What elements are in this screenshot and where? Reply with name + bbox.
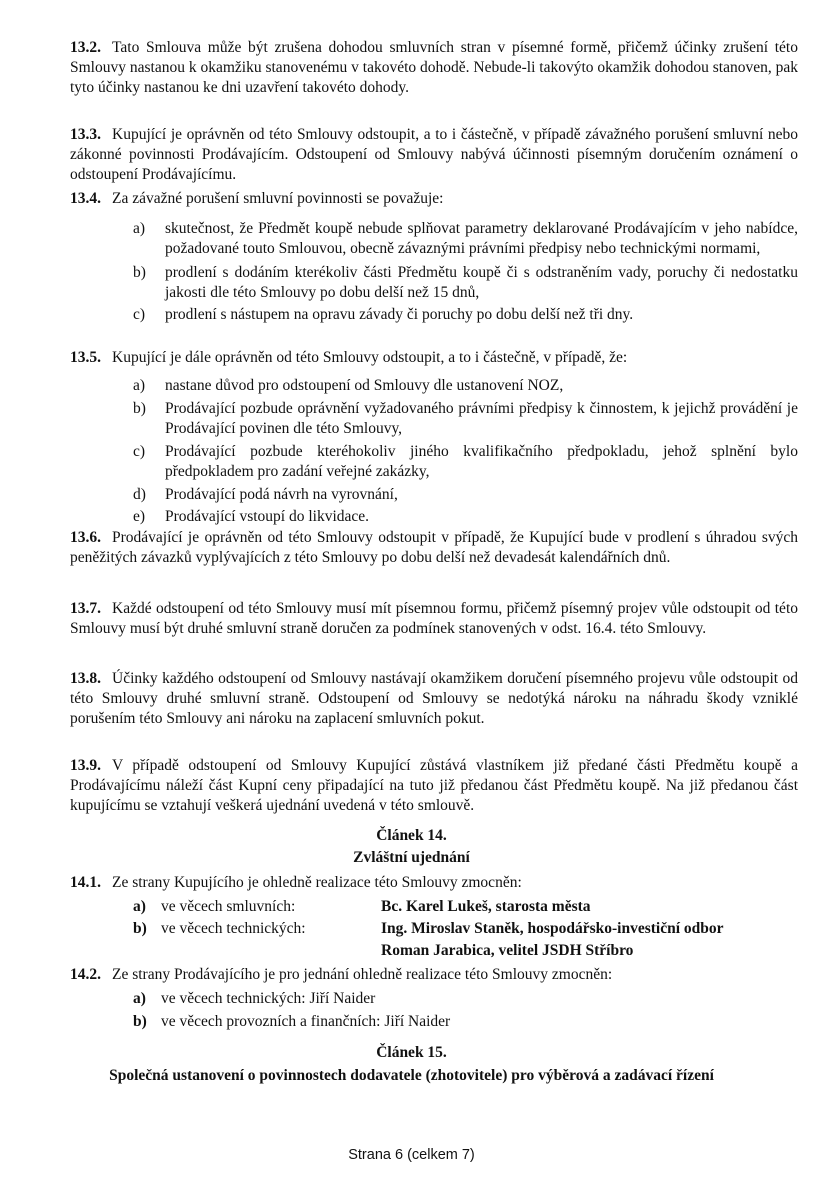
clause-number: 13.4. [70,190,101,207]
auth-person: Ing. Miroslav Staněk, hospodářsko-investiční odbor [381,920,724,937]
list-item-label: c) [133,306,146,323]
clause-text [70,125,798,185]
auth-area: ve věcech provozních a finančních: Jiří Naider [161,1013,451,1030]
article-14-title: Článek 14. [376,827,447,844]
list-item-label: a) [133,220,146,237]
clause-body: Účinky každého odstoupení od Smlouvy nastávají okamžikem doručení písemného projevu vůle odstoupit od této Smlouvy druhé smluvní straně. Odstoupení od Smlouvy se nedotýká nároku na náhradu škody vzniklé porušením této Smlouvy ani nároku na zaplacení smluvních pokut. [70,670,798,727]
clause-13-4 [70,189,798,209]
clause-number: 13.6. [70,529,101,546]
list-item-label: b) [133,400,146,417]
clause-body: Prodávající je oprávněn od této Smlouvy odstoupit v případě, že Kupující bude v prodlení s úhradou svých peněžitých závazků vyplývajících z této Smlouvy po dobu delší než devadesát kalendářních dnů. [70,529,798,566]
list-item-label: b) [133,264,146,281]
list-item [133,305,798,325]
clause-body: Kupující je dále oprávněn od této Smlouvy odstoupit, a to i částečně, v případě, že: [112,349,628,366]
page-footer: Strana 6 (celkem 7) [348,1147,475,1163]
clause-number: 13.9. [70,757,101,774]
article-14-subtitle: Zvláštní ujednání [353,849,470,866]
list-item-label: e) [133,508,146,525]
clause-text [70,873,798,893]
list-item [133,399,798,439]
clause-14-2 [70,965,798,985]
clause-number: 14.1. [70,874,101,891]
clause-text [70,599,798,639]
clause-14-1 [70,873,798,893]
list-item-text: nastane důvod pro odstoupení od Smlouvy dle ustanovení NOZ, [165,377,564,394]
clause-text [70,528,798,568]
auth-area: ve věcech technických: Jiří Naider [161,990,376,1007]
list-item-label: c) [133,443,146,460]
list-item-text: skutečnost, že Předmět koupě nebude splňovat parametry deklarované Prodávajícím v jeho nabídce, požadované touto Smlouvou, obecně závaznými právními předpisy nebo technickými normami, [165,220,798,257]
clause-13-4-list [133,219,798,325]
list-item-label: d) [133,486,146,503]
list-item-text: prodlení s nástupem na opravu závady či poruchy po dobu delší než tři dny. [165,306,634,323]
auth-label: b) [133,920,147,937]
clause-body: Ze strany Kupujícího je ohledně realizace této Smlouvy zmocněn: [112,874,522,891]
list-item [133,376,798,396]
list-item-text: Prodávající pozbude kteréhokoliv jiného kvalifikačního předpokladu, jehož splnění bylo předpokladem pro zadání veřejné zakázky, [165,443,798,480]
auth-label: a) [133,990,146,1007]
list-item-text: Prodávající vstoupí do likvidace. [165,508,370,525]
clause-body: Ze strany Prodávajícího je pro jednání ohledně realizace této Smlouvy zmocněn: [112,966,613,983]
clause-13-7 [70,599,798,639]
clause-text [70,965,798,985]
clause-body: Za závažné porušení smluvní povinnosti se považuje: [112,190,444,207]
clause-number: 13.3. [70,126,101,143]
auth-person: Roman Jarabica, velitel JSDH Stříbro [381,942,634,959]
clause-text [70,669,798,729]
clause-body: V případě odstoupení od Smlouvy Kupující zůstává vlastníkem již předané části Předmětu koupě a Prodávajícímu náleží část Kupní ceny připadající na tuto již předanou část Předmětu koupě. Na již předanou část kupujícímu se vztahují veškerá ujednání uvedená v této smlouvě. [70,757,798,814]
clause-13-3 [70,125,798,185]
clause-13-9 [70,756,798,816]
list-item [133,485,798,505]
clause-body: Každé odstoupení od této Smlouvy musí mít písemnou formu, přičemž písemný projev vůle odstoupit od této Smlouvy musí být druhé smluvní straně doručen za podmínek stanovených v odst. 16.4. této Smlouvy. [70,600,798,637]
clause-number: 13.8. [70,670,101,687]
list-item-text: prodlení s dodáním kterékoliv části Předmětu koupě či s odstraněním vady, poruchy či nedostatku jakosti dle této Smlouvy po dobu delší než 15 dnů, [165,264,798,301]
list-item-text: Prodávající podá návrh na vyrovnání, [165,486,398,503]
article-15-title: Článek 15. [376,1044,447,1061]
auth-area: ve věcech smluvních: [161,898,296,915]
list-item-label: a) [133,377,146,394]
list-item [133,263,798,303]
clause-number: 13.7. [70,600,101,617]
clause-13-5 [70,348,798,368]
clause-13-5-list [133,376,798,527]
clause-text [70,189,798,209]
list-item [133,507,798,527]
clause-number: 14.2. [70,966,101,983]
auth-label: a) [133,898,146,915]
auth-label: b) [133,1013,147,1030]
clause-number: 13.5. [70,349,101,366]
clause-body: Tato Smlouva může být zrušena dohodou smluvních stran v písemné formě, přičemž účinky zrušení této Smlouvy nastanou k okamžiku stanovenému v takovéto dohodě. Nebude-li takovýto okamžik dohodou stanoven, pak tyto účinky nastanou ke dni uzavření takovéto dohody. [70,39,798,96]
list-item [133,219,798,259]
clause-text [70,756,798,816]
auth-person: Bc. Karel Lukeš, starosta města [381,898,591,915]
clause-13-8 [70,669,798,729]
clause-body: Kupující je oprávněn od této Smlouvy odstoupit, a to i částečně, v případě závažného porušení smluvní nebo zákonné povinnosti Prodávajícím. Odstoupení od Smlouvy nabývá účinnosti písemným doručením oznámení o odstoupení Prodávajícímu. [70,126,798,183]
auth-area: ve věcech technických: [161,920,306,937]
article-15-subtitle: Společná ustanovení o povinnostech dodavatele (zhotovitele) pro výběrová a zadávací řízení [109,1067,714,1084]
clause-text [70,348,798,368]
clause-number: 13.2. [70,39,101,56]
clause-13-6 [70,528,798,568]
list-item-text: Prodávající pozbude oprávnění vyžadovaného právními předpisy k činnostem, k jejichž provádění je Prodávající povinen dle této Smlouvy, [165,400,798,437]
list-item [133,442,798,482]
clause-text [70,38,798,98]
clause-13-2 [70,38,798,98]
